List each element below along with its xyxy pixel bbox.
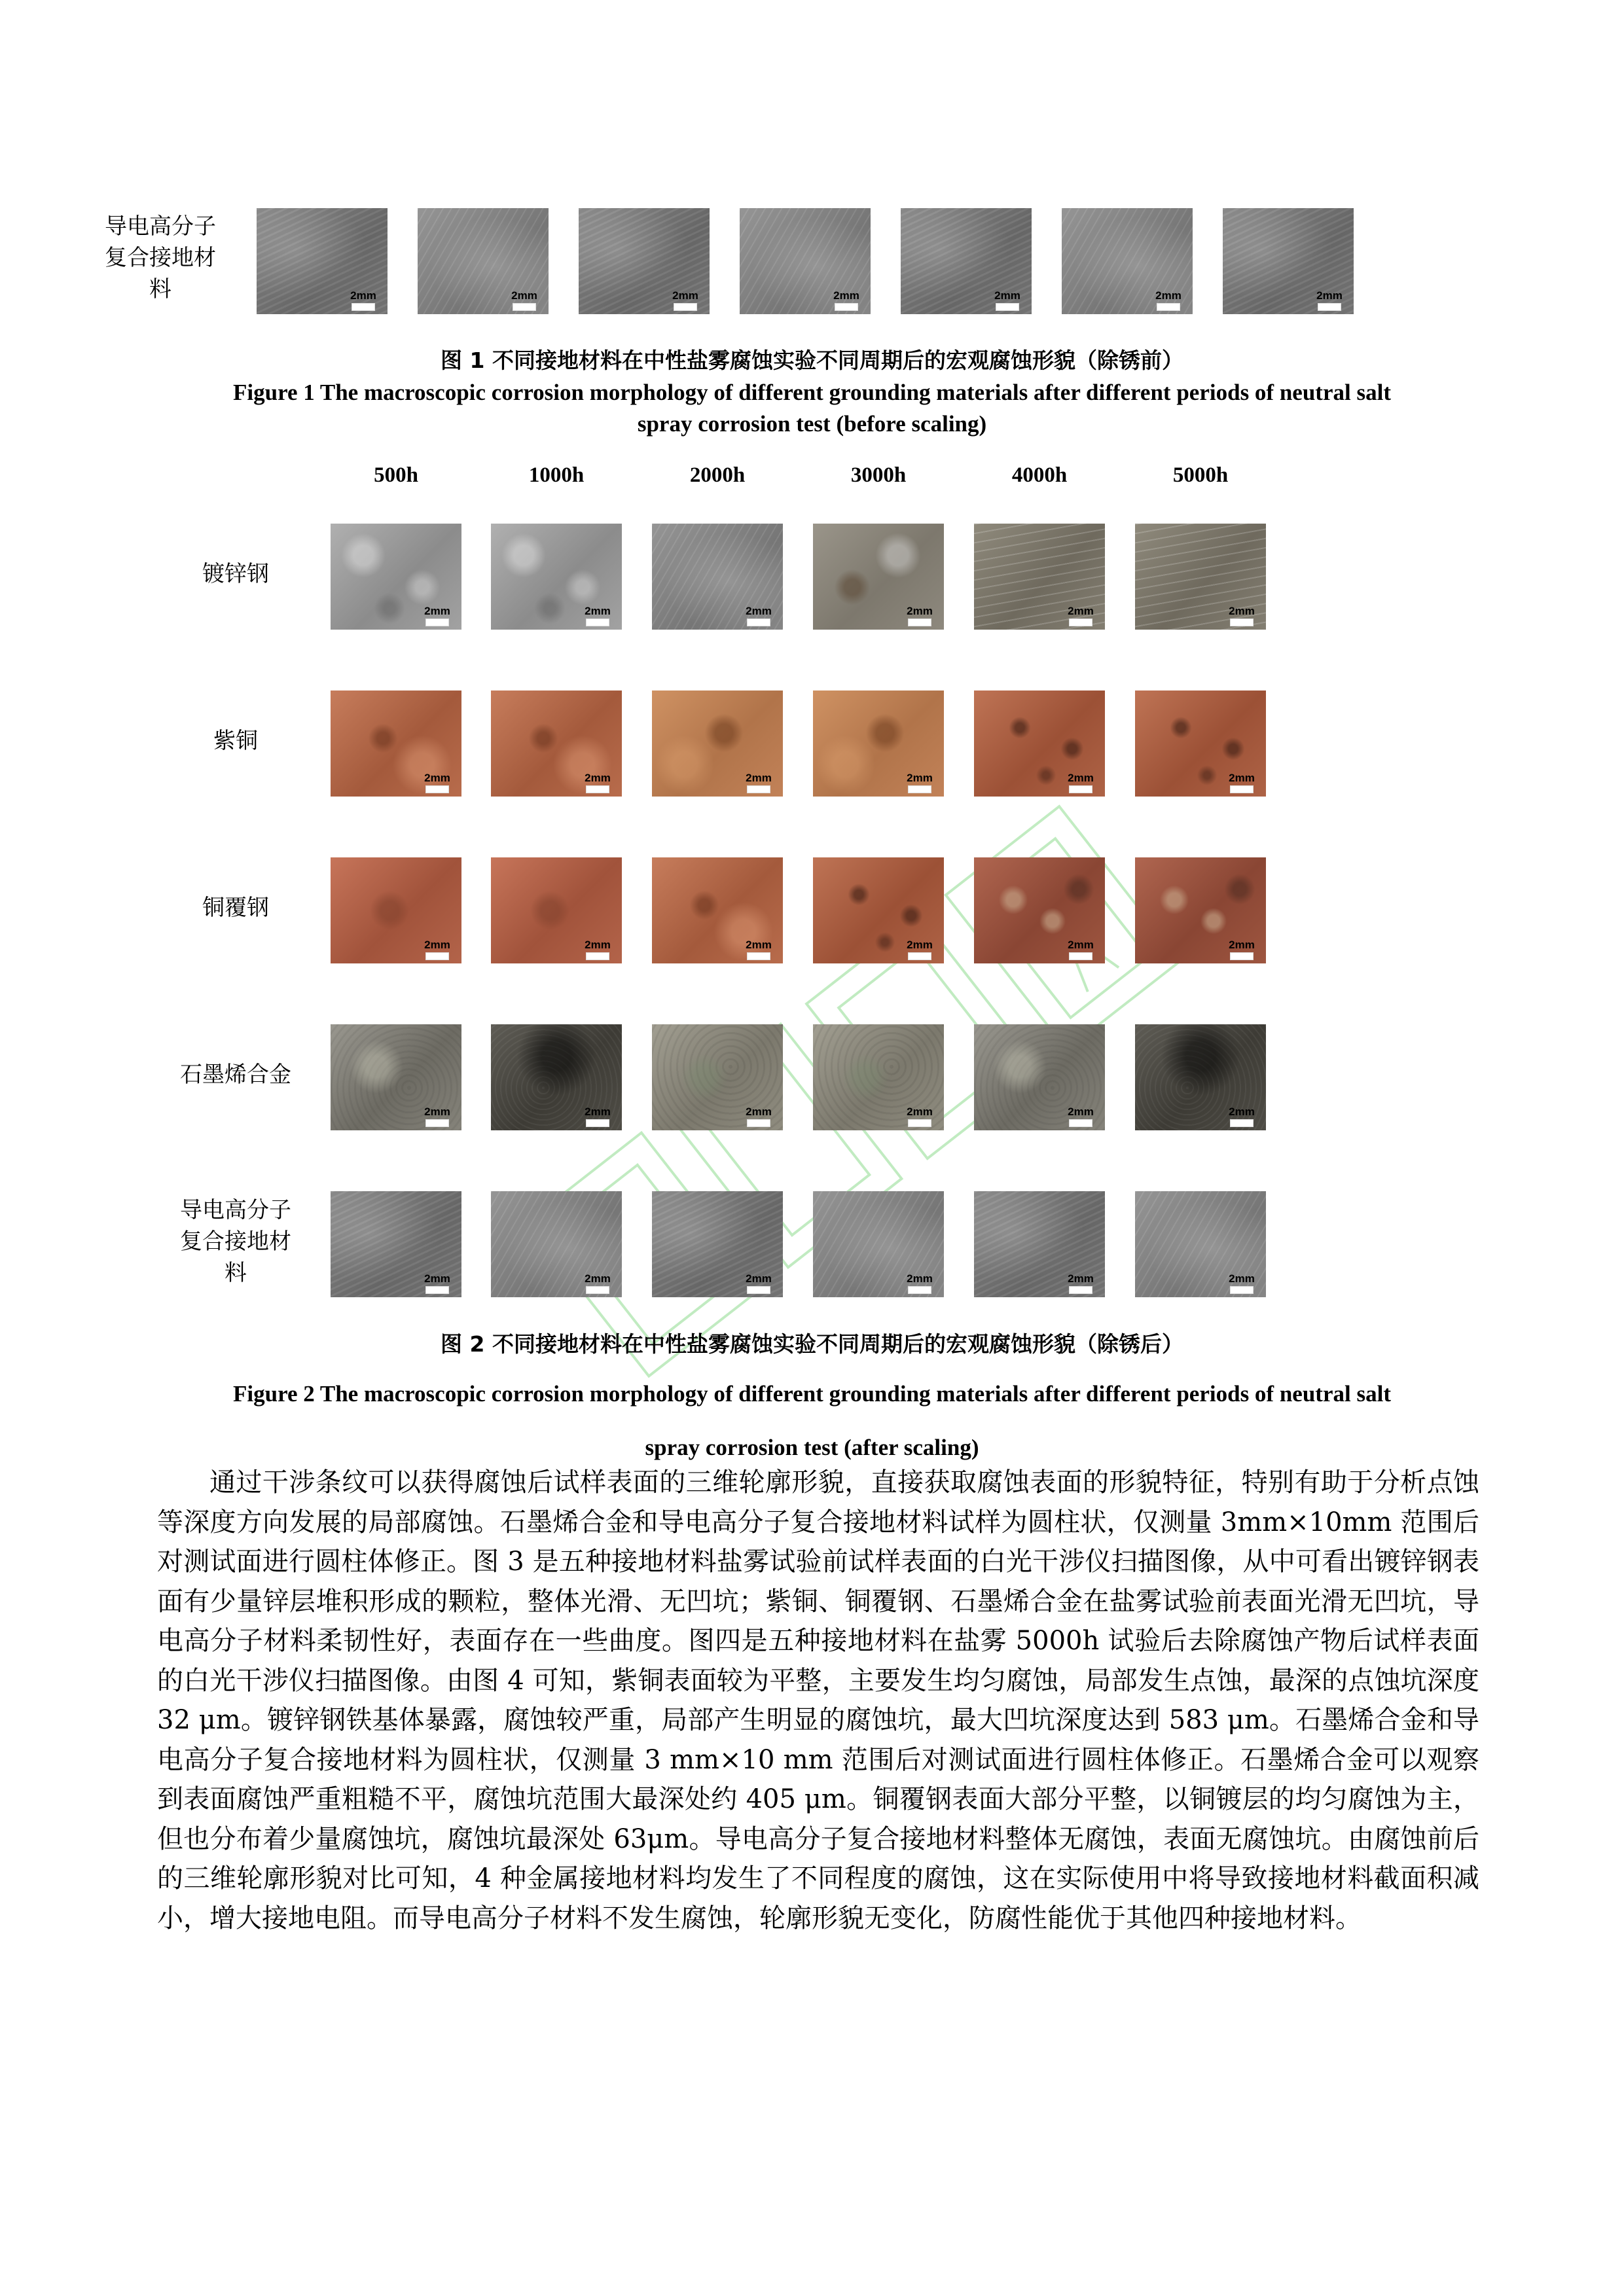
scale-bar: 2mm xyxy=(740,1272,778,1294)
scale-bar: 2mm xyxy=(1062,1105,1100,1127)
tile-polymer-3000h xyxy=(813,1191,944,1297)
scale-bar: 2mm xyxy=(1062,605,1100,626)
tile-graphene-3000h xyxy=(813,1024,944,1130)
scale-bar: 2mm xyxy=(901,772,939,793)
tile-polymer-5000h xyxy=(1135,1191,1266,1297)
tile-galvanized-2000h xyxy=(652,524,783,630)
row-label-galvanized-steel: 镀锌钢 xyxy=(202,561,269,587)
tile-cuclad-1000h xyxy=(491,857,622,963)
row-label-graphene-alloy: 石墨烯合金 xyxy=(180,1062,291,1088)
scale-bar: 2mm xyxy=(1223,1272,1261,1294)
scale-bar: 2mm xyxy=(1149,289,1187,311)
tile-graphene-1000h xyxy=(491,1024,622,1130)
tile-galvanized-3000h xyxy=(813,524,944,630)
row-label-copper: 紫铜 xyxy=(213,728,258,754)
tile-cuclad-500h xyxy=(331,857,461,963)
fig1-tile-6 xyxy=(1062,208,1193,314)
row-label-copper-clad-steel: 铜覆钢 xyxy=(202,895,269,921)
tile-galvanized-5000h xyxy=(1135,524,1266,630)
tile-copper-2000h xyxy=(652,691,783,797)
scale-bar: 2mm xyxy=(1223,1105,1261,1127)
scale-bar: 2mm xyxy=(418,772,456,793)
scale-bar: 2mm xyxy=(901,939,939,960)
scale-bar: 2mm xyxy=(579,1105,617,1127)
col-head-3000h: 3000h xyxy=(850,463,907,487)
scale-bar: 2mm xyxy=(827,289,865,311)
col-head-4000h: 4000h xyxy=(1011,463,1068,487)
col-head-1000h: 1000h xyxy=(528,463,585,487)
row-label-polymer: 导电高分子 复合接地材 料 xyxy=(180,1197,291,1286)
tile-cuclad-4000h xyxy=(974,857,1105,963)
scale-bar: 2mm xyxy=(418,1272,456,1294)
tile-galvanized-4000h xyxy=(974,524,1105,630)
scale-bar: 2mm xyxy=(418,939,456,960)
col-head-5000h: 5000h xyxy=(1172,463,1229,487)
scale-bar: 2mm xyxy=(579,605,617,626)
fig1-row-label-polymer: 导电高分子 复合接地材 料 xyxy=(105,213,216,302)
tile-cuclad-2000h xyxy=(652,857,783,963)
tile-graphene-500h xyxy=(331,1024,461,1130)
figure1-caption-cn: 图 1 不同接地材料在中性盐雾腐蚀实验不同周期后的宏观腐蚀形貌（除锈前） xyxy=(441,348,1183,373)
scale-bar: 2mm xyxy=(579,939,617,960)
tile-copper-500h xyxy=(331,691,461,797)
tile-copper-5000h xyxy=(1135,691,1266,797)
figure2-caption-en-line1: Figure 2 The macroscopic corrosion morphology of different grounding materials after different periods of neutral salt xyxy=(233,1381,1391,1407)
tile-copper-3000h xyxy=(813,691,944,797)
tile-polymer-2000h xyxy=(652,1191,783,1297)
tile-polymer-4000h xyxy=(974,1191,1105,1297)
scale-bar: 2mm xyxy=(1062,1272,1100,1294)
scale-bar: 2mm xyxy=(666,289,704,311)
tile-copper-4000h xyxy=(974,691,1105,797)
scale-bar: 2mm xyxy=(505,289,543,311)
fig1-tile-3 xyxy=(579,208,710,314)
tile-graphene-4000h xyxy=(974,1024,1105,1130)
scale-bar: 2mm xyxy=(1062,772,1100,793)
fig1-tile-7 xyxy=(1223,208,1354,314)
body-paragraph: 通过干涉条纹可以获得腐蚀后试样表面的三维轮廓形貌，直接获取腐蚀表面的形貌特征，特别有助于分析点蚀等深度方向发展的局部腐蚀。石墨烯合金和导电高分子复合接地材料试样为圆柱状，仅测量 3mm×10mm 范围后对测试面进行圆柱体修正。图 3 是五种接地材料盐雾试验前试样表面的白光干涉仪扫描图像，从中可看出镀锌钢表面有少量锌层堆积形成的颗粒，整体光滑、无凹坑；紫铜、铜覆钢、石墨烯合金在盐雾试验前表面光滑无凹坑，导电高分子材料柔韧性好，表面存在一些曲度。图四是五种接地材料在盐雾 5000h 试验后去除腐蚀产物后试样表面的白光干涉仪扫描图像。由图 4 可知，紫铜表面较为平整，主要发生均匀腐蚀，局部发生点蚀，最深的点蚀坑深度 32 μm。镀锌钢铁基体暴露，腐蚀较严重，局部产生明显的腐蚀坑，最大凹坑深度达到 583 μm。石墨烯合金和导电高分子复合接地材料为圆柱状，仅测量 3 mm×10 mm 范围后对测试面进行圆柱体修正。石墨烯合金可以观察到表面腐蚀严重粗糙不平，腐蚀坑范围大最深处约 405 μm。铜覆钢表面大部分平整，以铜镀层的均匀腐蚀为主，但也分布着少量腐蚀坑，腐蚀坑最深处 63μm。导电高分子复合接地材料整体无腐蚀，表面无腐蚀坑。由腐蚀前后的三维轮廓形貌对比可知，4 种金属接地材料均发生了不同程度的腐蚀，这在实际使用中将导致接地材料截面积减小，增大接地电阻。而导电高分子材料不发生腐蚀，轮廓形貌无变化，防腐性能优于其他四种接地材料。 xyxy=(157,1467,1479,1933)
tile-graphene-5000h xyxy=(1135,1024,1266,1130)
scale-bar: 2mm xyxy=(901,605,939,626)
scale-bar: 2mm xyxy=(988,289,1026,311)
col-head-2000h: 2000h xyxy=(689,463,746,487)
tile-galvanized-1000h xyxy=(491,524,622,630)
scale-bar: 2mm xyxy=(740,1105,778,1127)
scale-bar: 2mm xyxy=(344,289,382,311)
fig1-tile-2 xyxy=(418,208,549,314)
scale-bar: 2mm xyxy=(901,1272,939,1294)
col-head-500h: 500h xyxy=(374,463,418,487)
tile-polymer-1000h xyxy=(491,1191,622,1297)
scale-bar: 2mm xyxy=(1223,772,1261,793)
figure2-caption-cn: 图 2 不同接地材料在中性盐雾腐蚀实验不同周期后的宏观腐蚀形貌（除锈后） xyxy=(441,1331,1183,1357)
tile-polymer-500h xyxy=(331,1191,461,1297)
tile-cuclad-5000h xyxy=(1135,857,1266,963)
figure1-caption-en-line1: Figure 1 The macroscopic corrosion morphology of different grounding materials after different periods of neutral salt xyxy=(233,380,1391,405)
scale-bar: 2mm xyxy=(901,1105,939,1127)
scale-bar: 2mm xyxy=(740,939,778,960)
tile-cuclad-3000h xyxy=(813,857,944,963)
scale-bar: 2mm xyxy=(418,1105,456,1127)
fig1-tile-5 xyxy=(901,208,1032,314)
scale-bar: 2mm xyxy=(1223,939,1261,960)
scale-bar: 2mm xyxy=(1223,605,1261,626)
scale-bar: 2mm xyxy=(740,772,778,793)
tile-graphene-2000h xyxy=(652,1024,783,1130)
tile-copper-1000h xyxy=(491,691,622,797)
figure1-caption-en-line2: spray corrosion test (before scaling) xyxy=(637,411,987,437)
figure2-caption-en-line2: spray corrosion test (after scaling) xyxy=(645,1435,979,1460)
fig1-tile-1 xyxy=(257,208,388,314)
scale-bar: 2mm xyxy=(579,1272,617,1294)
scale-bar: 2mm xyxy=(1062,939,1100,960)
tile-galvanized-500h xyxy=(331,524,461,630)
scale-bar: 2mm xyxy=(579,772,617,793)
scale-bar: 2mm xyxy=(740,605,778,626)
scale-bar: 2mm xyxy=(418,605,456,626)
fig1-tile-4 xyxy=(740,208,871,314)
scale-bar: 2mm xyxy=(1310,289,1348,311)
